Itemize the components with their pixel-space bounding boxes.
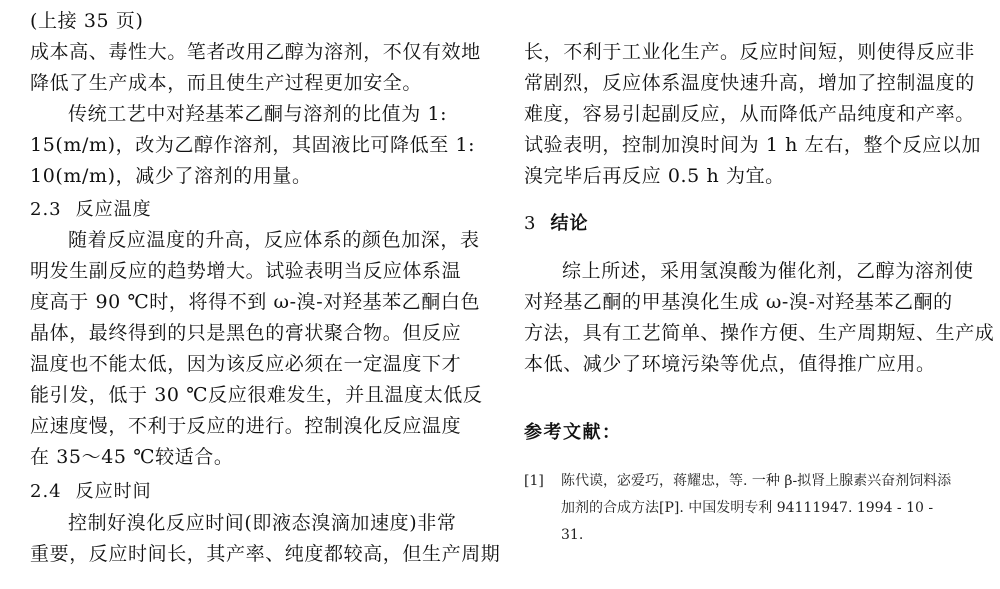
reference-line: 陈代谟，宓爱巧，蒋耀忠，等. 一种 β-拟肾上腺素兴奋剂饲料添 [561, 473, 952, 489]
continued-note: (上接 35 页) [30, 10, 144, 32]
paragraph-line: 本低、减少了环境污染等优点，值得推广应用。 [524, 353, 936, 375]
paragraph-line: 应速度慢，不利于反应的进行。控制溴化反应温度 [30, 415, 462, 437]
paragraph-line: 长，不利于工业化生产。反应时间短，则使得反应非 [524, 41, 975, 63]
paragraph-line: 随着反应温度的升高，反应体系的颜色加深，表 [68, 229, 480, 251]
paragraph-line: 能引发，低于 30 ℃反应很难发生，并且温度太低反 [30, 384, 483, 406]
reference-line: 加剂的合成方法[P]. 中国发明专利 94111947. 1994 - 10 - [561, 500, 934, 516]
paragraph-line: 降低了生产成本，而且使生产过程更加安全。 [30, 72, 423, 94]
paragraph-line: 综上所述，采用氢溴酸为催化剂，乙醇为溶剂使 [562, 260, 974, 282]
paragraph-line: 明发生副反应的趋势增大。试验表明当反应体系温 [30, 260, 462, 282]
paragraph-line: 试验表明，控制加溴时间为 1 h 左右，整个反应以加 [524, 134, 982, 156]
paragraph-line: 传统工艺中对羟基苯乙酮与溶剂的比值为 1: [68, 103, 448, 125]
section-number: 2.3 [30, 199, 62, 220]
section-number: 3 [524, 213, 537, 234]
paragraph-line: 在 35～45 ℃较适合。 [30, 446, 234, 468]
reference-line: 31. [561, 527, 584, 543]
paragraph-line: 成本高、毒性大。笔者改用乙醇为溶剂，不仅有效地 [30, 41, 481, 63]
paragraph-line: 溴完毕后再反应 0.5 h 为宜。 [524, 165, 785, 187]
section-heading-3 [524, 212, 588, 236]
paragraph-line: 重要，反应时间长，其产率、纯度都较高，但生产周期 [30, 543, 501, 565]
paragraph-line: 常剧烈，反应体系温度快速升高，增加了控制温度的 [524, 72, 975, 94]
references-title: 参考文献： [524, 422, 622, 443]
paragraph-line: 对羟基乙酮的甲基溴化生成 ω-溴-对羟基苯乙酮的 [524, 291, 953, 313]
section-heading-2-4 [30, 480, 152, 504]
paragraph-line: 15(m/m)，改为乙醇作溶剂，其固液比可降低至 1: [30, 134, 476, 156]
section-number: 2.4 [30, 481, 62, 502]
paragraph-line: 晶体，最终得到的只是黑色的膏状聚合物。但反应 [30, 322, 462, 344]
paragraph-line: 方法，具有工艺简单、操作方便、生产周期短、生产成 [524, 322, 995, 344]
section-title: 反应时间 [75, 481, 152, 502]
paragraph-line: 10(m/m)，减少了溶剂的用量。 [30, 165, 312, 187]
section-heading-2-3 [30, 198, 152, 222]
paragraph-line: 温度也不能太低，因为该反应必须在一定温度下才 [30, 353, 462, 375]
reference-label: [1] [524, 473, 544, 489]
paragraph-line: 控制好溴化反应时间(即液态溴滴加速度)非常 [68, 512, 457, 534]
paragraph-line: 难度，容易引起副反应，从而降低产品纯度和产率。 [524, 103, 975, 125]
section-title: 结论 [550, 213, 589, 234]
section-title: 反应温度 [75, 199, 152, 220]
paragraph-line: 度高于 90 ℃时，将得不到 ω-溴-对羟基苯乙酮白色 [30, 291, 481, 313]
